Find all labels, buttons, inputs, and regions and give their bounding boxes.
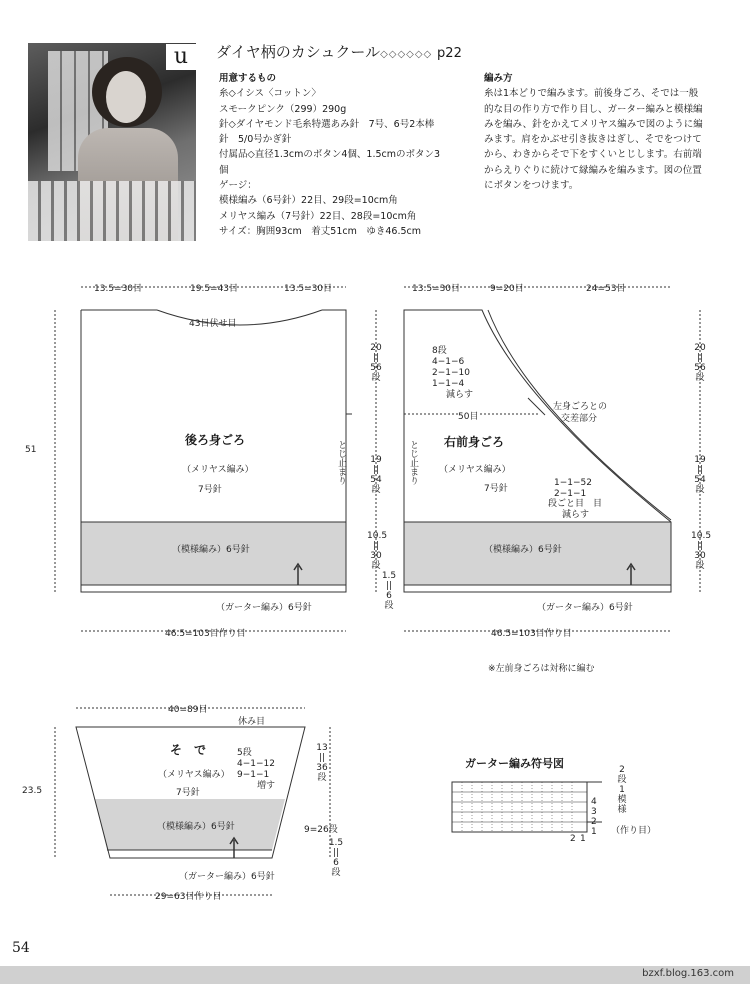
footer-watermark: bzxf.blog.163.com (642, 968, 734, 979)
back-neckline (157, 310, 322, 325)
garter-chart-title: ガーター編み符号図 (465, 757, 564, 770)
sleeve-rows-3-eq: || (332, 848, 340, 858)
front-dec1-line: 1−1−4 (432, 379, 465, 389)
garter-row-number: 1 (591, 827, 597, 837)
back-rows-2: 19 (370, 455, 382, 465)
back-garter-label: （ガーター編み）6号針 (216, 603, 312, 613)
materials-line: ゲージ： (219, 180, 257, 192)
front-rows-2-eq: || (696, 465, 704, 475)
back-rows-2-val: 54 (370, 475, 382, 485)
back-rows-1-val: 56 (370, 363, 382, 373)
sleeve-rows-1-eq: || (318, 753, 326, 763)
front-top-right-dim: 24=53目 (586, 284, 626, 294)
back-rows-1-unit: 段 (371, 373, 381, 383)
materials-line: メリヤス編み（7号針）22目、28段=10cm角 (219, 210, 417, 222)
back-side-mark: とじ止まり (336, 440, 346, 485)
front-dec2 (548, 478, 602, 520)
sleeve-garter-label: （ガーター編み）6号針 (179, 872, 275, 882)
materials-line: 針 5/0号かぎ針 (219, 134, 292, 146)
back-rows-4-eq: || (385, 581, 393, 591)
materials-line: スモークピンク（299）290g (219, 103, 347, 115)
sleeve-top-dim: 40=89目 (168, 705, 208, 715)
front-pattern-label: （模様編み）6号針 (484, 545, 562, 555)
back-top-right-dim: 13.5=30目 (284, 284, 333, 294)
back-rows-2-eq: || (372, 465, 380, 475)
materials-line: 模様編み（6号針）22目、29段=10cm角 (219, 195, 398, 207)
front-rows-1: 20 (694, 343, 706, 353)
front-rows-3: 10.5 (691, 531, 712, 541)
front-dec1-line: 減らす (446, 390, 474, 400)
front-dec1 (432, 346, 473, 401)
back-needle: 7号針 (198, 485, 222, 495)
front-rows-1-unit: 段 (695, 373, 705, 383)
sleeve-height-dim: 23.5 (22, 786, 43, 796)
front-cross-line-2: 交差部分 (561, 414, 598, 424)
back-stitch: （メリヤス編み） (182, 465, 254, 475)
sleeve-rows-1: 13 (316, 743, 328, 753)
garter-row-number: 2 (591, 817, 597, 827)
front-rows-3-unit: 段 (695, 561, 705, 571)
page-ref: p22 (437, 46, 462, 61)
garter-cast-on: （作り目） (611, 826, 657, 836)
back-rows-3-eq: || (372, 541, 380, 551)
sleeve-rows-2: 9=26段 (304, 825, 338, 835)
back-rows-4: 1.5 (381, 571, 397, 581)
garter-right-label: 模 (617, 795, 627, 805)
front-symmetry-note: ※左前身ごろは対称に編む (488, 664, 595, 674)
front-rows-2-val: 54 (694, 475, 706, 485)
back-top-left-dim: 13.5=30目 (94, 284, 143, 294)
sleeve-inc-line: 5段 (237, 748, 252, 758)
front-rows-1-val: 56 (694, 363, 706, 373)
materials-line: 付属品◇直径1.3cmのボタン4個、1.5cmのボタン3 (219, 149, 441, 161)
sleeve-rest-label: 休み目 (238, 717, 266, 727)
back-rows-3-unit: 段 (371, 561, 381, 571)
front-dec1-line: 8段 (432, 346, 447, 356)
sleeve-rows-3-val: 6 (333, 858, 339, 868)
back-pattern-label: （模様編み）6号針 (172, 545, 250, 555)
materials-line: 糸◇イシス〈コットン〉 (219, 88, 321, 100)
page-number: 54 (12, 940, 30, 956)
back-bottom-dim: 46.5=103目作り目 (165, 629, 246, 639)
sleeve-title: そ で (170, 743, 207, 757)
method-line: からえりぐりに続けて縁編みを編みます。図の位置 (484, 164, 702, 176)
front-stitch: （メリヤス編み） (439, 465, 511, 475)
sleeve-rows-1-unit: 段 (317, 773, 327, 783)
garter-chart-right (616, 765, 628, 815)
sleeve-rows-1-val: 36 (316, 763, 328, 773)
front-top-left-dim: 13.5=30目 (412, 284, 461, 294)
back-rows-1: 20 (370, 343, 382, 353)
front-dec2-line: 1−1−52 (554, 478, 592, 488)
front-title: 右前身ごろ (444, 435, 505, 449)
front-dec2-line: 減らす (562, 509, 590, 520)
sleeve-needle: 7号針 (176, 788, 200, 798)
footer-bar (0, 966, 750, 984)
method-line: から、わきからそで下をすくいとじします。右前端 (484, 149, 702, 161)
materials-line: 針◇ダイヤモンド毛糸特選あみ針 7号、6号2本棒 (219, 118, 435, 130)
garter-col-number: 1 (580, 834, 586, 844)
pattern-letter: u (166, 44, 196, 70)
front-50-stitches: 50目 (458, 409, 478, 422)
front-dec1-line: 4−1−6 (432, 357, 465, 367)
sleeve-rows-3: 1.5 (328, 838, 344, 848)
back-rows-3: 10.5 (367, 531, 388, 541)
back-title: 後ろ身ごろ (185, 433, 246, 447)
method-line: みます。肩をかぶせ引き抜きはぎし、そでをつけて (484, 134, 702, 146)
garter-row-number: 4 (591, 797, 597, 807)
garter-right-label: 様 (617, 805, 627, 815)
front-rows-1-eq: || (696, 353, 704, 363)
back-rows-1-eq: || (372, 353, 380, 363)
title-text: ダイヤ柄のカシュクール (216, 43, 381, 61)
sleeve-pattern-label: （模様編み）6号針 (157, 822, 235, 832)
front-dec2-line: 2−1−1 (554, 488, 587, 499)
back-rows-3-val: 30 (370, 551, 382, 561)
sleeve-stitch: （メリヤス編み） (158, 770, 230, 780)
sleeve-rows-3-unit: 段 (331, 868, 341, 878)
front-cross-note (553, 401, 607, 425)
garter-col-number: 2 (570, 834, 576, 844)
method-line: 糸は1本どりで編みます。前後身ごろ、そでは一般 (484, 88, 699, 100)
front-rows-2: 19 (694, 455, 706, 465)
garter-row-numbers (591, 797, 597, 837)
garter-right-label: 2 (619, 765, 625, 775)
back-bind-off: 43目伏せ目 (189, 319, 237, 329)
garter-row-number: 3 (591, 807, 597, 817)
back-height-dim: 51 (25, 445, 37, 455)
back-rows-2-unit: 段 (371, 485, 381, 495)
garter-right-label: 1 (619, 785, 625, 795)
front-rows-2-unit: 段 (695, 485, 705, 495)
front-needle: 7号針 (484, 484, 508, 494)
materials-line: サイズ：胸囲93cm 着丈51cm ゆき46.5cm (219, 225, 422, 237)
front-dec1-line: 2−1−10 (432, 368, 470, 378)
title-dots: ◇◇◇◇◇◇ (380, 49, 433, 60)
front-garter-label: （ガーター編み）6号針 (537, 603, 633, 613)
front-side-mark: とじ止まり (408, 440, 418, 485)
front-dec2-line: 段ごと目 目 (548, 499, 603, 509)
front-top-mid-dim: 9=20目 (490, 284, 524, 294)
back-top-mid-dim: 19.5=43目 (190, 284, 239, 294)
method-heading: 編み方 (484, 73, 513, 84)
sleeve-inc (237, 748, 275, 792)
front-cross-line-1: 左身ごろとの (553, 402, 608, 412)
sleeve-inc-line: 4−1−12 (237, 759, 275, 769)
sleeve-inc-line: 増す (257, 781, 276, 791)
materials-line: 個 (219, 164, 229, 176)
method-line: みを編み、針をかえてメリヤス編みで図のように編 (484, 118, 703, 130)
sleeve-bottom-dim: 29=63目作り目 (155, 892, 222, 902)
method-line: にボタンをつけます。 (484, 180, 579, 192)
materials-heading: 用意するもの (219, 73, 277, 84)
method-line: 的な目の作り方で作り目し、ガーター編みと模様編 (484, 103, 703, 115)
front-bottom-dim: 46.5=103目作り目 (491, 629, 572, 639)
front-rows-3-val: 30 (694, 551, 706, 561)
sleeve-inc-line: 9−1−1 (237, 770, 270, 780)
back-rows-4-val: 6 (386, 591, 392, 601)
garter-right-label: 段 (617, 775, 627, 785)
back-rows-4-unit: 段 (384, 601, 394, 611)
front-rows-3-eq: || (696, 541, 704, 551)
